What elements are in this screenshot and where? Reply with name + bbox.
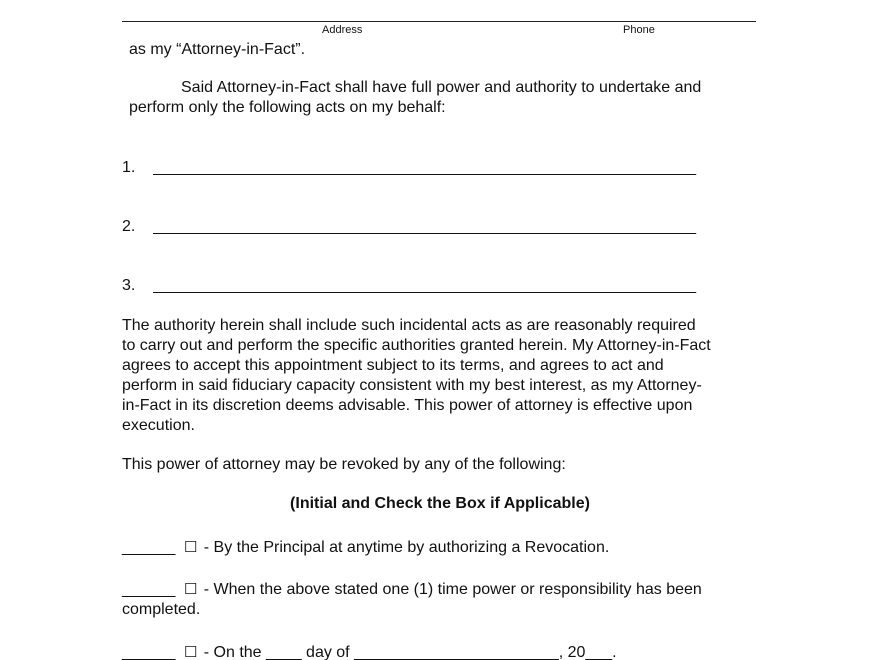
revocation-option-1-text: - By the Principal at anytime by authorizing a Revocation. <box>203 539 610 556</box>
phone-label: Phone <box>623 24 655 36</box>
act-item-2 <box>122 217 696 237</box>
revocation-option-3-text: - On the ____ day of _______________________, 20___. <box>203 644 617 660</box>
act-number-3: 3. <box>122 277 136 294</box>
act-item-1 <box>122 158 696 178</box>
initial-blank-1[interactable]: ______ <box>122 539 176 556</box>
authority-paragraph-line-1: The authority herein shall include such incidental acts as are reasonably required <box>122 317 696 334</box>
checkbox-icon[interactable]: ☐ <box>183 580 198 598</box>
authority-paragraph-line-2: to carry out and perform the specific authorities granted herein. My Attorney-in-Fact <box>122 337 711 354</box>
act-number-1: 1. <box>122 159 136 176</box>
revocation-option-2-line-2: completed. <box>122 601 201 618</box>
revocation-option-2-text: - When the above stated one (1) time power or responsibility has been <box>203 581 702 598</box>
authority-paragraph-line-4: perform in said fiduciary capacity consistent with my best interest, as my Attorney- <box>122 377 702 394</box>
authority-paragraph-line-6: execution. <box>122 417 195 434</box>
attorney-in-fact-line: as my “Attorney-in-Fact”. <box>129 41 306 58</box>
authority-paragraph-line-5: in-Fact in its discretion deems advisable. This power of attorney is effective upon <box>122 397 693 414</box>
revocation-instruction: (Initial and Check the Box if Applicable) <box>290 495 590 512</box>
initial-blank-2[interactable]: ______ <box>122 581 176 598</box>
act-blank-3[interactable]: _____________________________________________________________ <box>153 277 697 294</box>
revocation-option-3 <box>122 642 617 660</box>
act-blank-1[interactable]: _____________________________________________________________ <box>153 159 697 176</box>
act-item-3 <box>122 276 696 296</box>
authority-paragraph-line-3: agrees to accept this appointment subject to its terms, and agrees to act and <box>122 357 664 374</box>
intro-line-1: Said Attorney-in-Fact shall have full power and authority to undertake and <box>181 79 702 96</box>
address-label: Address <box>322 24 363 36</box>
revocation-option-1 <box>122 537 609 558</box>
checkbox-icon[interactable]: ☐ <box>183 538 198 556</box>
address-phone-signature-line <box>122 21 756 22</box>
act-blank-2[interactable]: _____________________________________________________________ <box>153 218 697 235</box>
intro-line-2: perform only the following acts on my behalf: <box>129 99 446 116</box>
initial-blank-3[interactable]: ______ <box>122 644 176 660</box>
checkbox-icon[interactable]: ☐ <box>183 643 198 660</box>
revocation-intro: This power of attorney may be revoked by any of the following: <box>122 456 566 473</box>
revocation-option-2 <box>122 579 702 600</box>
act-number-2: 2. <box>122 218 136 235</box>
